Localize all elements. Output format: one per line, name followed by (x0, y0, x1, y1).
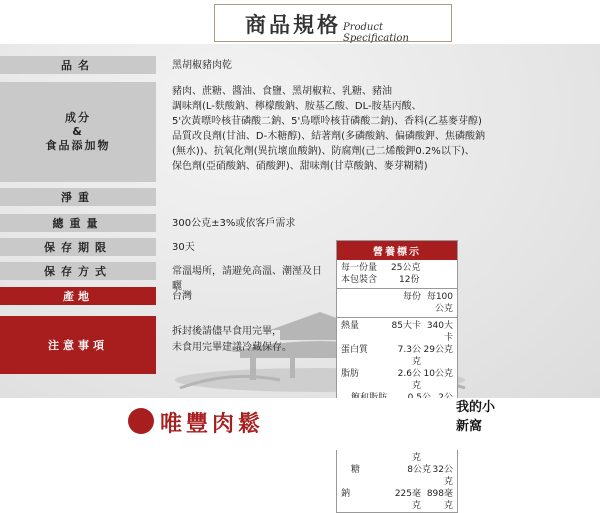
notice-line: 未食用完畢建議冷藏保存。 (172, 342, 292, 353)
value-notice (156, 316, 336, 374)
nutrition-row (337, 320, 457, 344)
count-value: 12份 (399, 275, 420, 285)
notice-line: 拆封後請儘早食用完畢， (172, 326, 282, 337)
ingredient-line: 調味劑(L-麩酸鈉、檸檬酸鈉、胺基乙酸、DL-胺基丙酸、 (172, 101, 422, 112)
label-storage: 保存方式 (0, 262, 156, 280)
label-ingredients-bottom: 食品添加物 (45, 139, 111, 152)
page-title: 商品規格 (245, 12, 341, 37)
nutrient-per-100g: 898毫克 (426, 489, 453, 511)
label-notice: 注意事項 (0, 316, 156, 374)
label-ingredients-top: 成分 (65, 111, 91, 124)
ingredient-line: 5'次黃嘌呤核苷磷酸二鈉、5'鳥嘌呤核苷磷酸二鈉)、香料(乙基麥芽醇) (172, 116, 482, 127)
nutrition-header (337, 291, 457, 315)
nutrition-title: 營養標示 (337, 241, 457, 260)
nutrient-name: 糖 (351, 465, 361, 475)
nutrient-per-100g: 10公克 (423, 369, 453, 379)
ingredient-line: 保色劑(亞硝酸鈉、硝酸鉀)、甜味劑(甘草酸鈉、麥芽糊精) (172, 161, 428, 172)
nutrition-panel (336, 240, 458, 513)
row-storage (0, 262, 336, 292)
col-per-100g: 每100公克 (426, 292, 453, 314)
nutrient-name: 熱量 (341, 321, 360, 331)
label-net-weight: 淨重 (0, 188, 156, 206)
nutrition-row (337, 368, 457, 392)
nutrient-name: 鈉 (341, 489, 351, 499)
value-net-weight (156, 188, 600, 206)
nutrient-per-100g: 29公克 (423, 345, 453, 355)
value-origin: 台灣 (172, 291, 192, 302)
brand-name: 唯豐肉鬆 (160, 411, 265, 437)
label-origin: 產地 (0, 287, 156, 305)
nutrient-name: 蛋白質 (341, 345, 369, 355)
label-shelf-life: 保存期限 (0, 238, 156, 256)
ingredient-line: 品質改良劑(甘油、D-木糖醇)、結著劑(多磷酸鈉、偏磷酸鉀、焦磷酸鈉 (172, 131, 486, 142)
footer (0, 398, 600, 450)
stamp-text: 我的小新窩 (456, 400, 496, 434)
nutrient-per-serving: 7.3公克 (397, 345, 421, 367)
count-label: 本包裝含 (341, 275, 378, 285)
nutrient-per-serving: 225毫克 (394, 489, 421, 511)
label-product-name: 品名 (0, 56, 156, 74)
label-ingredients (0, 82, 156, 182)
nutrition-row (337, 488, 457, 512)
value-shelf-life: 30天 (172, 242, 195, 253)
nutrition-row (337, 464, 457, 488)
serving-count-line (337, 274, 457, 286)
row-notice (0, 316, 336, 374)
ingredient-line: (無水))、抗氧化劑(異抗壞血酸鈉)、防腐劑(己二烯酸鉀0.2%以下)、 (172, 146, 475, 157)
value-ingredients (156, 82, 600, 182)
nutrition-row (337, 344, 457, 368)
divider (337, 317, 457, 318)
nutrient-per-serving: 85大卡 (391, 321, 421, 331)
header-band (0, 0, 600, 44)
label-ingredients-amp: & (72, 125, 84, 138)
nutrient-per-serving: 2.6公克 (397, 369, 421, 391)
nutrient-per-100g: 340大卡 (426, 321, 453, 343)
serving-size-line (337, 262, 457, 274)
nutrient-name: 脂肪 (341, 369, 360, 379)
nutrient-per-serving: 克 (411, 453, 421, 463)
row-ingredients (0, 82, 600, 182)
page-subtitle: Product Specification (343, 22, 409, 44)
row-net-weight (0, 188, 600, 206)
title-box (214, 4, 452, 42)
value-product-name: 黑胡椒豬肉乾 (172, 60, 232, 71)
row-total-weight (0, 214, 600, 232)
serving-value: 25公克 (391, 263, 421, 273)
label-total-weight: 總重量 (0, 214, 156, 232)
ingredient-line: 豬肉、蔗糖、醬油、食鹽、黑胡椒粒、乳糖、豬油 (172, 86, 392, 97)
nutrient-per-serving: 8公克 (407, 465, 431, 475)
row-product-name (0, 56, 600, 74)
serving-label: 每一份量 (341, 263, 378, 273)
value-storage: 常溫場所，請避免高溫、潮溼及日曬 (172, 266, 322, 292)
brand-seal-icon (128, 408, 154, 434)
value-total-weight: 300公克±3%或依客戶需求 (172, 218, 296, 229)
row-origin (0, 287, 336, 305)
nutrient-per-100g: 32公克 (432, 465, 453, 487)
brand-stamp (434, 394, 504, 444)
row-shelf-life (0, 238, 336, 256)
divider (337, 288, 457, 289)
col-per-serving: 每份 (402, 292, 421, 302)
